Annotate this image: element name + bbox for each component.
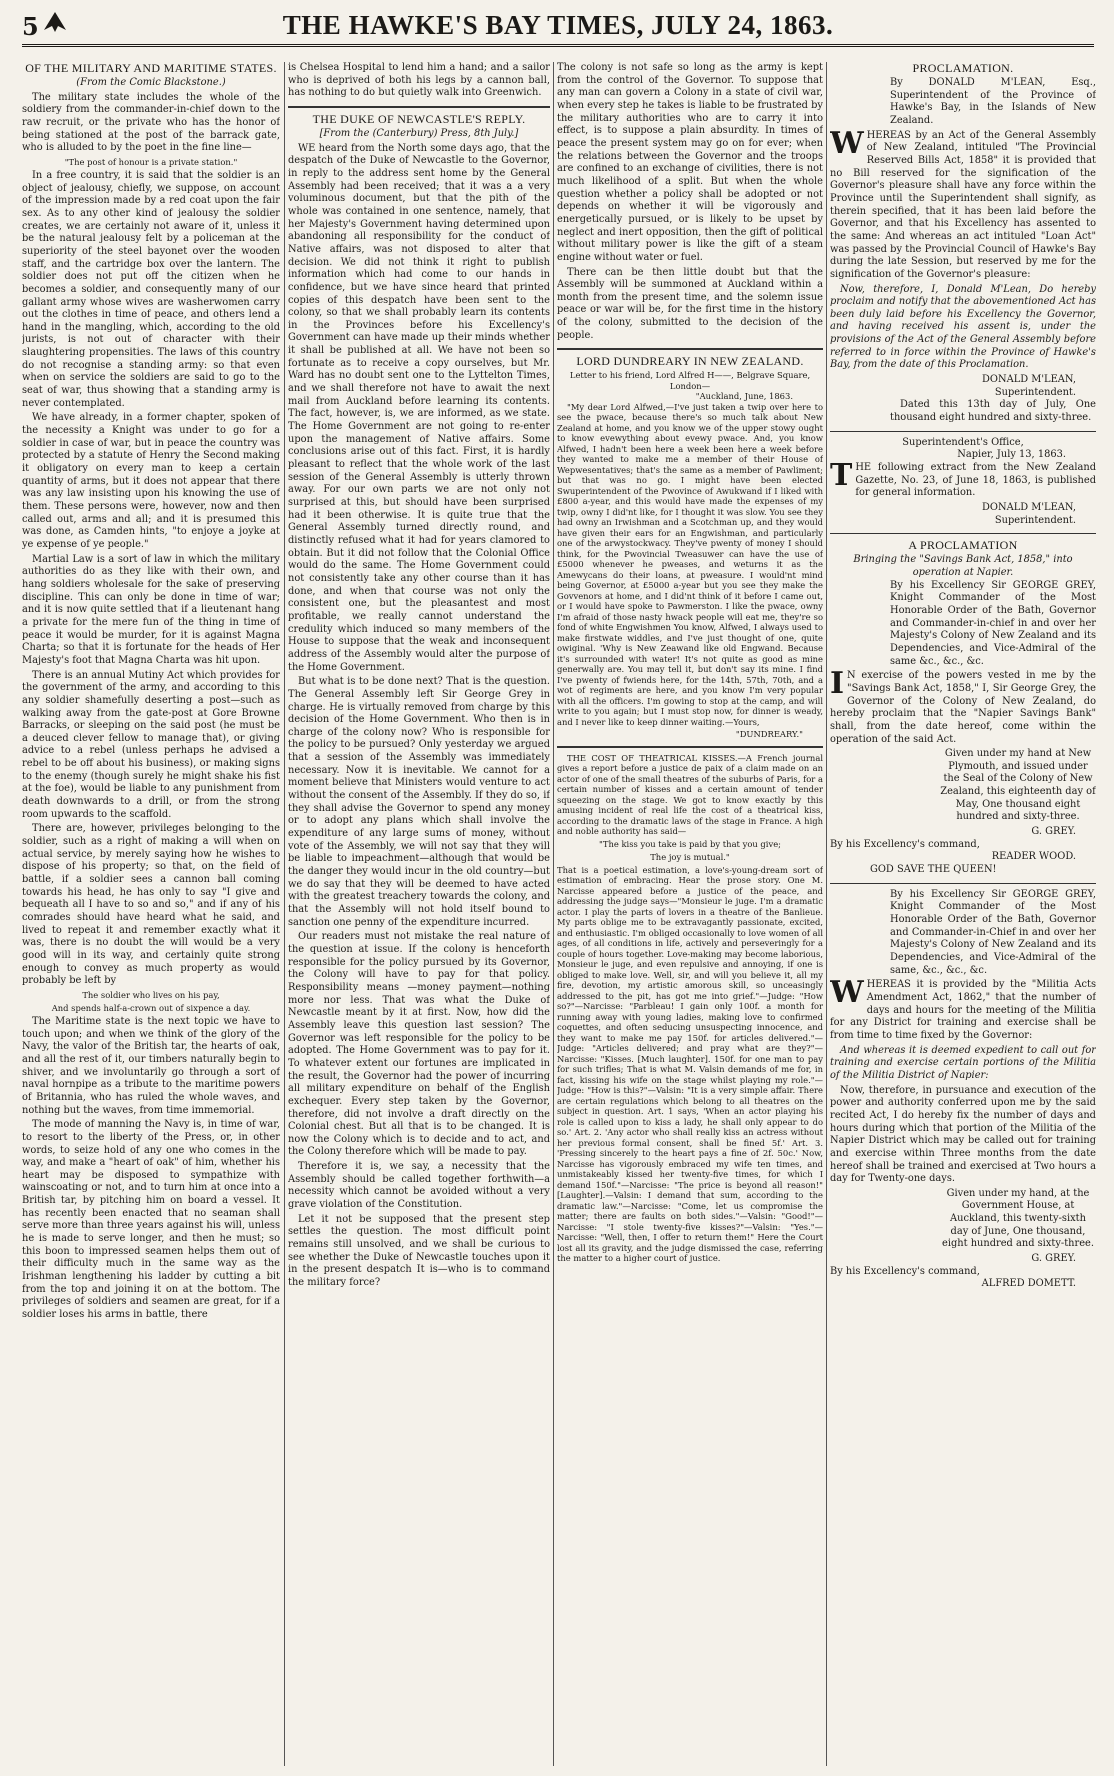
proclamation-body — [830, 666, 1096, 746]
quotation: "The kiss you take is paid by that you give; — [599, 838, 781, 849]
article-headline: THE DUKE OF NEWCASTLE'S REPLY. — [312, 111, 526, 126]
proclamation-text: Now, therefore, in pursuance and execution of the power and authority conferred upon me by the said recited Act, I do hereby fix the number of days and hours during which that portion of the Militia of the Napier District which may be called out for training and exercise within Three months from the date hereof shall be trained and exercised at Two hours a day for Twenty-one days. — [830, 1084, 1096, 1185]
paragraph: There are, however, privileges belonging to the soldier, such as a right of making a will when on actual service, by merely saying how he wishes to dispose of his property; so that, on the field of battle, if a soldier sees a cannon ball coming towards his head, he has only to say "I give and bequeath all I have to so and so," and if any of his comrades should have heard what he said, and lived to repeat it and remember exactly what it was, there is no doubt the will would be a very good will in its way, and certainly quite strong enough to convey as much property as would probably be left by — [22, 823, 280, 987]
signature: ALFRED DOMETT. — [981, 1278, 1076, 1290]
signature-title: Superintendent. — [994, 514, 1076, 526]
letter-intro: Letter to his friend, Lord Alfred H——, Belgrave Square, London— — [569, 370, 811, 391]
proclamation-text: And whereas it is deemed expedient to call out for training and exercise certain portions of the Militia of the Militia District of Napier: — [830, 1044, 1096, 1081]
signature-title: Superintendent. — [994, 386, 1076, 398]
proclamation-text: Now, therefore, I, Donald M'Lean, Do hereby proclaim and notify that the abovementioned Act has been duly laid before his Excellency the Governor, and having received his assent is, under the provisions of the Act of the General Assembly before referred to in force within the Province of Hawke's Bay, from the date of this Proclamation. — [830, 283, 1096, 371]
paragraph: There is an annual Mutiny Act which provides for the government of the army, and according to this any soldier shamefully deserting a post—such as walking away from the gate-post at Gore Browne Barracks, or sleeping on the said post (he must be a deuced clever fellow to manage that), or giving advice to a rebel (unless perhaps he advised a rebel to be off about his business), or making signs to the enemy (though surely he might shake his fist at the foe), would be liable to any punishment from death downwards to a drill, or from the strong room upwards to the scaffold. — [22, 669, 280, 820]
paragraph: Therefore it is, we say, a necessity that the Assembly should be called together forthwith—a necessity which cannot be avoided without a very grave violation of the Constitution. — [288, 1161, 550, 1211]
proclamation-given: Given under my hand at New Plymouth, and issued under the Seal of the Colony of New Zealand, this eighteenth day of May, One thousand eight hundred and sixty-three. — [940, 748, 1096, 823]
office-date: Napier, July 13, 1863. — [957, 449, 1066, 461]
column-divider — [553, 62, 554, 1766]
paragraph: The Maritime state is the next topic we have to touch upon; and when we think of the glory of the Navy, the valor of the British tar, the hearts of oak, and all the rest of it, our timbers naturally begin to shiver, and we involuntarily go through a sort of naval hornpipe as a tribute to the maritime powers of Britannia, who has ruled the whole waves, and nothing but the waves, from time immemorial. — [22, 1015, 280, 1116]
signature: DONALD M'LEAN, — [982, 374, 1076, 386]
column-1 — [22, 62, 280, 1766]
article-run-in-head: THE COST OF THEATRICAL KISSES. — [567, 752, 738, 763]
letter-dateline: "Auckland, June, 1863. — [695, 391, 793, 402]
column-divider — [284, 62, 285, 1766]
command-line: By his Excellency's command, — [830, 838, 980, 850]
paragraph: The military state includes the whole of the soldiery from the commander-in-chief down to the raw recruit, or the private who has the honor of being stationed at the post of the barrack gate, who is alluded to by the poet in the fine line— — [22, 91, 280, 154]
closing-line: GOD SAVE THE QUEEN! — [870, 864, 997, 876]
proclamation-by: By his Excellency Sir GEORGE GREY, Knight Commander of the Most Honorable Order of the Bath, Governor and Commander-in-chief in and over her Majesty's Colony of New Zealand and its Dependencies, and Vice-Admiral of the same &c., &c., &c. — [890, 579, 1096, 667]
proclamation-body — [830, 975, 1096, 1042]
article-source: [From the (Canterbury) Press, 8th July.] — [319, 127, 519, 139]
proclamation-text: HEREAS by an Act of the General Assembly of New Zealand, intituled "The Provincial Reserved Bills Act, 1858" it is provided that no Bill reserved for the signification of the Governor's pleasure shall have any force within the Province until the Superintendent shall signify, as therein specified, that it has been laid before the Governor, and that his Excellency has assented to the same: And whereas an act intituled "Loan Act" was passed by the Provincial Council of Hawke's Bay during the late Session, but reserved by me for the signification of the Governor's pleasure: — [830, 129, 1096, 280]
column-divider — [826, 62, 827, 1766]
paragraph: WE heard from the North some days ago, that the despatch of the Duke of Newcastle to the Governor, in reply to the address sent home by the General Assembly had been received; that it was a a very voluminous document, but that the pith of the whole was contained in one sentence, namely, that her Majesty's Government having determined upon abandoning all responsibility for the conduct of Native affairs, was not disposed to alter that decision. We did not think it right to publish information which had come to our hands in confidence, but we have since heard that printed copies of this despatch have been sent to the colony, so that we shall probably learn its contents in the Provinces before his Excellency's Government can have made up their minds whether it shall be published at all. We have not been so fortunate as to receive a copy ourselves, but Mr. Ward has no doubt sent one to the Lyttelton Times, and we shall therefore not have to await the next mail from Auckland before learning its contents. The fact, however, is, we are informed, as we state. The Home Government are not going to re-enter upon the management of Native affairs. Some conclusions arise out of this fact. First, it is hardly pleasant to reflect that the whole work of the last session of the General Assembly is utterly thrown away. For our own parts we are not only not surprised at this, but should have been surprised had it been otherwise. It is quite true that the General Assembly turned directly round, and distinctly refused what it had for years clamored to obtain. But it did not follow that the Colonial Office would do the same. The Home Government could not consistently take any other course than it has done, and when that course was not only the consistent one, but the pleasantest and most profitable, we really cannot understand the credulity which induced so many members of the House to suppose that the weak and inconsequent address of the Assembly would alter the purpose of the Home Government. — [288, 142, 550, 673]
section-rule — [830, 431, 1096, 432]
proclamation-dated: Dated this 13th day of July, One thousand eight hundred and sixty-three. — [890, 399, 1096, 424]
proclamation-by: By his Excellency Sir GEORGE GREY, Knight Commander of the Most Honorable Order of the Bath, Governor and Commander-in-Chief in and over her Majesty's Colony of New Zealand and its Dependencies, and Vice-Admiral of the same, &c., &c., &c. — [890, 888, 1096, 976]
proclamation-text: N exercise of the powers vested in me by the "Savings Bank Act, 1858," I, Sir George Grey, the Governor of the Colony of New Zealand, do hereby proclaim that the "Napier Savings Bank" shall, from the date hereof, come within the operation of the said Act. — [830, 670, 1096, 745]
drop-cap: T — [830, 458, 853, 494]
article-source: (From the Comic Blackstone.) — [76, 77, 226, 88]
proclamation-given: Given under my hand, at the Government House, at Auckland, this twenty-sixth day of June, One thousand, eight hundred and sixty-three. — [942, 1187, 1094, 1250]
section-rule — [288, 106, 550, 108]
signature: DONALD M'LEAN, — [982, 502, 1076, 513]
article-headline: LORD DUNDREARY IN NEW ZEALAND. — [576, 354, 804, 369]
paragraph: In a free country, it is said that the soldier is an object of jealousy, chiefly, we suppose, on account of the impression made by a red coat upon the fair sex. As to any other kind of jealousy the soldier creates, we are certainly not aware of it, unless it be the natural jealousy felt by a policeman at the superiority of the steel bayonet over the wooden staff, and the cartridge box over the lantern. The soldier does not put off the citizen when he becomes a soldier, and consequently many of our gallant army whose wives are washerwomen carry out the clothes in time of peace, and others lend a hand in the mangling, which, according to the old jurists, is not out of character with their slaughtering propensities. The laws of this country do not recognise a standing army: so that even when on service the soldiers are said to go to the seat of war, thus showing that a standing army is never contemplated. — [22, 169, 280, 409]
article-text: —A French journal gives a report before a justice de paix of a claim made on an actor of one of the small theatres of the suburbs of Paris, for a certain number of kisses and a certain amount of tender squeezing on the stage. We got to know exactly by this amusing incident of real life the cost of a theatrical kiss, according to the dramatic laws of the stage in France. A high and noble authority has said— — [557, 752, 823, 837]
column-2 — [288, 62, 550, 1766]
quotation: The soldier who lives on his pay, — [82, 989, 220, 1000]
command-line: By his Excellency's command, — [830, 1265, 980, 1277]
column-4 — [830, 62, 1096, 1766]
drop-cap: I — [830, 666, 845, 702]
article-headline: OF THE MILITARY AND MARITIME STATES. — [25, 62, 277, 75]
paragraph: That is a poetical estimation, a love's-young-dream sort of estimation of embracing. Hear the prose story. One M. Narcisse appeared before a justice of the peace, and addressing the judge says—"Monsieur le juge. I'm a dramatic actor. I play the parts of lovers in a theatre of the Banlieue. My parts oblige me to be extravagantly passionate, excited, and enthusiastic. I'm obliged occasionally to love women of all ages, of all conditions in life, actively and perseveringly for a couple of hours together. Love-making may become laborious, Monsieur le juge, and even repulsive and annoying, if one is obliged to make love. Well, sir, and will you believe it, all my fire, devotion, my artistic amorous skill, so unceasingly addressed to the pit, has got me into grief."—Judge: "How so?"—Narcisse: "Parbleau! I gain only 100f. a month for running away with young ladies, making love to confirmed coquettes, and often seducing unsuspecting innocence, and they want to make me pay 150f. for articles delivered."—Judge: "Articles delivered; and pray what are they?"—Narcisse: "Kisses. [Much laughter]. 150f. for one man to pay for such trifles; That is what M. Valsin demands of me for, in fact, kissing his wife on the stage whilst playing my role."—Judge: "How is this?"—Valsin: "It is a very simple affair. There are certain regulations which belong to all theatres on the subject in question. Art. 1 says, 'When an actor playing his role is called upon to kiss a lady, he shall only appear to do so.' Art. 2. 'Any actor who shall really kiss an actress without her previous formal consent, shall be fined 5f.' Art. 3. 'Pressing sincerely to the heart pays a fine of 2f. 50c.' Now, Narcisse has vigorously embraced my wife ten times, and unmistakeably kissed her twenty-five times, for which I demand 150f."—Narcisse: "The price is beyond all reason!" [Laughter].—Valsin: I demand that sum, according to the dramatic law."—Narcisse: "Come, let us compromise the matter; there are faults on both sides."—Valsin: "Good!"—Narcisse: "I stole twenty-five kisses?"—Valsin: "Yes."—Narcisse: "Well, then, I offer to return them!" Here the Court lost all its gravity, and the judge dismissed the case, referring the matter to a higher court of justice. — [557, 864, 823, 1264]
signature: G. GREY. — [1031, 826, 1076, 838]
proclamation-subtitle: Bringing the "Savings Bank Act, 1858," into operation at Napier. — [853, 554, 1073, 578]
page-number: 5 — [22, 12, 39, 41]
drop-cap: W — [830, 125, 864, 161]
paragraph: There can be then little doubt but that the Assembly will be summoned at Auckland within a month from the present time, and the solemn issue peace or war will be, for the first time in the history of the colony, submitted to the decision of the people. — [557, 266, 823, 341]
masthead — [22, 6, 1094, 50]
section-rule — [830, 883, 1096, 884]
paragraph — [557, 753, 823, 837]
paragraph: Our readers must not mistake the real nature of the question at issue. If the colony is henceforth responsible for the policy pursued by its Governor, the Colony will have to pay for that policy. Responsibility means —money payment—nothing more nor less. That was what the Duke of Newcastle meant by it at first. Now, how did the Assembly leave this question last session? The Governor was left responsible for the policy to be adopted. The Home Government was to pay for it. To whatever extent our fortunes are implicated in the result, the Governor had the power of incurring all military expenditure on behalf of the English exchequer. Every step taken by the Governor, therefore, did not involve a draft directly on the Colonial chest. But all that is to be changed. It is now the Colony which is to decide and to act, and the Colony therefore which will be made to pay. — [288, 931, 550, 1158]
proclamation-by: By DONALD M'LEAN, Esq., Superintendent of the Province of Hawke's Bay, in the Islands of New Zealand. — [890, 77, 1096, 126]
paragraph: The colony is not safe so long as the army is kept from the control of the Governor. To suppose that any man can govern a Colony in a state of civil war, when every step he takes is liable to be frustrated by the military authorities who are to carry it into effect, is to suppose a plain absurdity. In times of peace the present system may go on for ever; when the relations between the Governor and the troops are confined to an exchange of civilities, there is not much likelihood of a split. But when the whole question whether a policy shall be adopted or not depends on whether it will be vigorously and energetically pursued, or is likely to be upset by neglect and inert opposition, then the gift of political without military power is like the gift of a steam engine without water or fuel. — [557, 62, 823, 263]
notice-body — [830, 458, 1096, 500]
signature: G. GREY. — [1031, 1253, 1076, 1265]
proclamation-headline: A PROCLAMATION — [908, 538, 1018, 553]
drop-cap: W — [830, 975, 864, 1011]
proclamation-body — [830, 125, 1096, 282]
paragraph: The mode of manning the Navy is, in time of war, to resort to the liberty of the Press, or, in other words, to seize hold of any one who comes in the way, and make a "heart of oak" of him, whether his heart may be disposed to sympathize with wainscoating or not, and to turn him at once into a British tar, by pitching him on board a vessel. It has recently been enacted that no seaman shall serve more than three years against his will, unless he is made to serve longer, and then he must; so this boon to impressed seamen helps them out of their difficulty much in the same way as the Irishman lengthening his ladder by cutting a bit from the top and joining it on at the bottom. The privileges of soldiers and seamen are great, for if a soldier loses his arms in battle, there — [22, 1119, 280, 1321]
section-rule — [830, 533, 1096, 534]
paragraph: Martial Law is a sort of law in which the military authorities do as they like with their own, and hang soldiers wholesale for the sake of preserving discipline. This can only be done in time of war; and it is now quite settled that if a lieutenant hang a private for the mere fun of the thing in time of peace it would be murder, for it is against Magna Charta; so that it is fortunate for the heads of Her Majesty's foot that Magna Charta was hit upon. — [22, 553, 280, 666]
section-rule — [557, 348, 823, 350]
signature: READER WOOD. — [991, 851, 1076, 863]
proclamation-text: HEREAS it is provided by the "Militia Acts Amendment Act, 1862," that the number of days and hours for the meeting of the Militia for any District for training and exercise shall be from time to time fixed by the Governor: — [830, 979, 1096, 1041]
newspaper-title: THE HAWKE'S BAY TIMES, JULY 24, 1863. — [282, 10, 834, 40]
quotation: And spends half-a-crown out of sixpence a day. — [51, 1002, 251, 1013]
quotation: The joy is mutual." — [650, 851, 730, 862]
masthead-rule — [22, 44, 1094, 47]
column-3 — [557, 62, 823, 1766]
notice-text: HE following extract from the New Zealand Gazette, No. 23, of June 18, 1863, is published for general information. — [855, 462, 1096, 499]
paragraph: Let it not be supposed that the present step settles the question. The most difficult point remains still unsolved, and we shall be curious to see whether the Duke of Newcastle touches upon it in the present despatch It is—who is to command the military force? — [288, 1213, 550, 1289]
paragraph: But what is to be done next? That is the question. The General Assembly left Sir George Grey in charge. He is virtually removed from charge by this decision of the Home Government. Who then is in charge of the colony now? Who is responsible for the policy to be pursued? Only yesterday we argued that a session of the Assembly was immediately necessary. Now it is inevitable. We cannot for a moment believe that Ministers would venture to act without the consent of the Assembly. If they do so, if they shall advise the Governor to spend any money or to adopt any plans which shall involve the expenditure of any large sums of money, without vote of the Assembly, we will not say that they will be liable to impeachment—although that would be the danger they would incur in the old country—but we do say that they will be deemed to have acted with the greatest treachery towards the colony, and that the Assembly will not hold itself bound to sanction one penny of the expenditure incurred. — [288, 676, 550, 928]
paragraph: is Chelsea Hospital to lend him a hand; and a sailor who is deprived of both his legs by a cannon ball, has nothing to do but quietly walk into Greenwich. — [288, 62, 550, 99]
office-heading: Superintendent's Office, — [902, 436, 1024, 448]
letter-signature: "DUNDREARY." — [735, 729, 803, 740]
paragraph: We have already, in a former chapter, spoken of the necessity a Knight was under to go for a soldier in case of war, but in peace the country was protected by a statute of Henry the Second making it obligatory on every man to keep a certain quantity of arms, but it does not appear that there was any law insisting upon his knowing the use of them. These persons were, however, now and then called out, arms and all; and it is presumed this was done, as Camden hints, "to enjoye a joyke at ye expense of ye people." — [22, 412, 280, 550]
letter-body: "My dear Lord Alfwed,—I've just taken a twip over here to see the pwace, because there's so much talk about New Zealand at home, and you know we of the upper stowy ought to know evewything about evewy pwace. And, you know Alfwed, I hadn't been here a week been here a week before they wanted to make me a member of their House of Wepwesentatives; that's the same as a member of Pawliment; but that was no go. I might have been elected Swuperintendent of the Pwovince of Awukwand if I liked with £800 a-year, and this would have made the expenses of my twip, owny I did'nt like, for I thought it was slow. You see they had owny an Irwishman and a Scotchman up, and they would have given their ears for an Engwishman, and particularly one of the arwystockwacy. They've pwenty of money I should think, for the Pwovincial Tweasuwer can have the use of £5000 whenever he pweases, and weturns it as the Amewycans do their loans, at pweasure. I would'nt mind being Governor, at £5000 a-year but you see they make the Govvenors at home, and I did'nt think of it before I came out, or I would have spoke to Pawmerston. I like the pwace, owny I'm afraid of those nasty hwack people will eat me, they're so fond of white Engwishmen You know, Alfwed, I always used to make firstwate widdles, and I've just thought of one, quite owiginal. 'Why is New Zeawand like old Engwand. Because it's surrounded with water! It's not quite as good as mine generwally are. You may tell it, but don't say its mine. I find I've pwenty of fwiends here, for the 14th, 57th, 70th, and a wot of regiments are here, and you know I'm very popular with all the officers. I'm gowing to stop at the camp, and will write to you again; but I must stop now, for dinner is weady, and I never like to keep dinner waiting.—Yours, — [557, 401, 823, 727]
proclamation-headline: PROCLAMATION. — [912, 62, 1014, 75]
section-rule — [557, 746, 823, 748]
quotation: "The post of honour is a private station." — [64, 156, 238, 167]
